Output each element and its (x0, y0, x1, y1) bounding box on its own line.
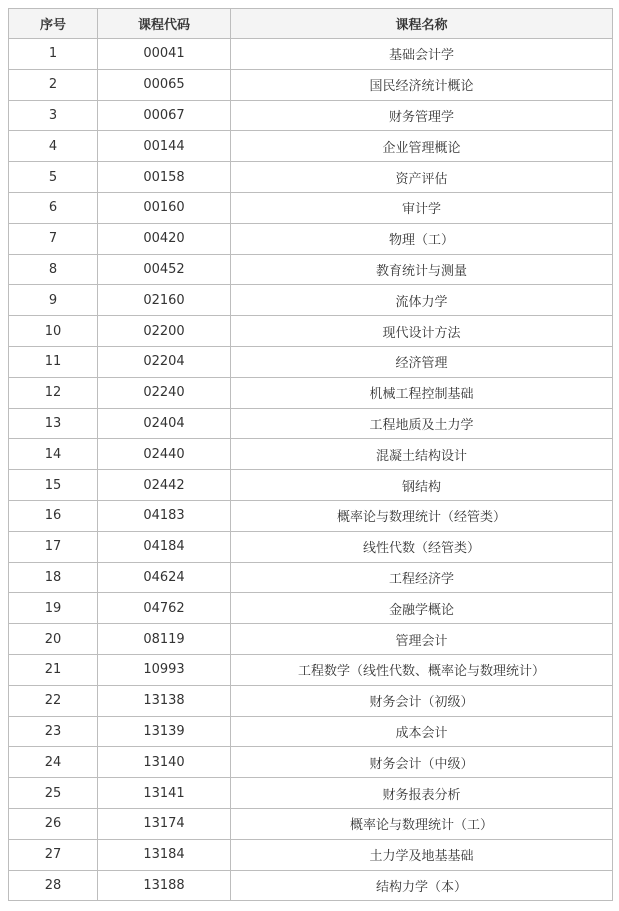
serial-number-cell: 8 (9, 254, 98, 285)
course-code-cell: 10993 (98, 654, 231, 685)
course-name-cell: 财务会计（初级） (231, 685, 613, 716)
course-code-cell: 02404 (98, 408, 231, 439)
course-code-cell: 00067 (98, 100, 231, 131)
table-row (9, 778, 613, 809)
serial-number-cell: 13 (9, 408, 98, 439)
table-row (9, 593, 613, 624)
course-name-cell: 金融学概论 (231, 593, 613, 624)
course-code-cell: 13174 (98, 808, 231, 839)
course-name-cell: 线性代数（经管类） (231, 531, 613, 562)
course-code-cell: 04184 (98, 531, 231, 562)
course-name-cell: 土力学及地基基础 (231, 839, 613, 870)
serial-number-cell: 25 (9, 778, 98, 809)
serial-number-cell: 17 (9, 531, 98, 562)
course-name-cell: 现代设计方法 (231, 316, 613, 347)
table-header (9, 9, 613, 39)
table-row (9, 716, 613, 747)
course-name-cell: 资产评估 (231, 162, 613, 193)
table-row (9, 223, 613, 254)
course-name-cell: 结构力学（本） (231, 870, 613, 901)
table-row (9, 470, 613, 501)
course-code-cell: 00144 (98, 131, 231, 162)
course-code-cell: 13140 (98, 747, 231, 778)
serial-number-cell: 7 (9, 223, 98, 254)
table-row (9, 316, 613, 347)
table-row (9, 808, 613, 839)
course-name-cell: 工程经济学 (231, 562, 613, 593)
course-code-cell: 00452 (98, 254, 231, 285)
table-row (9, 685, 613, 716)
table-row (9, 439, 613, 470)
course-table (8, 8, 613, 901)
course-code-cell: 13139 (98, 716, 231, 747)
serial-number-cell: 14 (9, 439, 98, 470)
course-code-cell: 13138 (98, 685, 231, 716)
header-course-name: 课程名称 (231, 9, 613, 39)
serial-number-cell: 21 (9, 654, 98, 685)
table-row (9, 377, 613, 408)
table-row (9, 285, 613, 316)
table-row (9, 654, 613, 685)
course-name-cell: 管理会计 (231, 624, 613, 655)
header-course-code: 课程代码 (98, 9, 231, 39)
course-name-cell: 工程地质及土力学 (231, 408, 613, 439)
course-name-cell: 钢结构 (231, 470, 613, 501)
course-name-cell: 概率论与数理统计（工） (231, 808, 613, 839)
serial-number-cell: 6 (9, 192, 98, 223)
course-code-cell: 02440 (98, 439, 231, 470)
course-name-cell: 经济管理 (231, 346, 613, 377)
serial-number-cell: 23 (9, 716, 98, 747)
serial-number-cell: 18 (9, 562, 98, 593)
course-code-cell: 00420 (98, 223, 231, 254)
course-code-cell: 02442 (98, 470, 231, 501)
serial-number-cell: 28 (9, 870, 98, 901)
serial-number-cell: 20 (9, 624, 98, 655)
course-code-cell: 00065 (98, 69, 231, 100)
serial-number-cell: 5 (9, 162, 98, 193)
course-code-cell: 02240 (98, 377, 231, 408)
table-row (9, 100, 613, 131)
serial-number-cell: 11 (9, 346, 98, 377)
course-name-cell: 基础会计学 (231, 39, 613, 70)
course-name-cell: 财务管理学 (231, 100, 613, 131)
serial-number-cell: 22 (9, 685, 98, 716)
table-row (9, 562, 613, 593)
table-row (9, 839, 613, 870)
serial-number-cell: 24 (9, 747, 98, 778)
course-name-cell: 财务报表分析 (231, 778, 613, 809)
course-name-cell: 国民经济统计概论 (231, 69, 613, 100)
table-row (9, 747, 613, 778)
course-code-cell: 04762 (98, 593, 231, 624)
table-row (9, 624, 613, 655)
course-code-cell: 02204 (98, 346, 231, 377)
table-row (9, 162, 613, 193)
course-name-cell: 企业管理概论 (231, 131, 613, 162)
serial-number-cell: 27 (9, 839, 98, 870)
serial-number-cell: 10 (9, 316, 98, 347)
table-row (9, 254, 613, 285)
course-code-cell: 13184 (98, 839, 231, 870)
course-code-cell: 00160 (98, 192, 231, 223)
header-serial-number: 序号 (9, 9, 98, 39)
serial-number-cell: 9 (9, 285, 98, 316)
table-row (9, 69, 613, 100)
course-code-cell: 13141 (98, 778, 231, 809)
table-row (9, 39, 613, 70)
course-code-cell: 00041 (98, 39, 231, 70)
course-name-cell: 概率论与数理统计（经管类） (231, 500, 613, 531)
serial-number-cell: 1 (9, 39, 98, 70)
course-name-cell: 审计学 (231, 192, 613, 223)
table-body (9, 39, 613, 901)
course-name-cell: 机械工程控制基础 (231, 377, 613, 408)
serial-number-cell: 4 (9, 131, 98, 162)
course-name-cell: 成本会计 (231, 716, 613, 747)
serial-number-cell: 19 (9, 593, 98, 624)
course-code-cell: 02160 (98, 285, 231, 316)
table-row (9, 192, 613, 223)
serial-number-cell: 16 (9, 500, 98, 531)
course-code-cell: 08119 (98, 624, 231, 655)
table-row (9, 531, 613, 562)
serial-number-cell: 26 (9, 808, 98, 839)
table-row (9, 408, 613, 439)
course-code-cell: 04624 (98, 562, 231, 593)
course-name-cell: 教育统计与测量 (231, 254, 613, 285)
course-code-cell: 00158 (98, 162, 231, 193)
course-code-cell: 02200 (98, 316, 231, 347)
table-row (9, 500, 613, 531)
course-code-cell: 13188 (98, 870, 231, 901)
table-row (9, 131, 613, 162)
table-row (9, 346, 613, 377)
course-code-cell: 04183 (98, 500, 231, 531)
serial-number-cell: 12 (9, 377, 98, 408)
serial-number-cell: 2 (9, 69, 98, 100)
course-name-cell: 混凝土结构设计 (231, 439, 613, 470)
header-row (9, 9, 613, 39)
serial-number-cell: 15 (9, 470, 98, 501)
course-name-cell: 物理（工） (231, 223, 613, 254)
serial-number-cell: 3 (9, 100, 98, 131)
course-name-cell: 流体力学 (231, 285, 613, 316)
table-row (9, 870, 613, 901)
course-name-cell: 财务会计（中级） (231, 747, 613, 778)
course-name-cell: 工程数学（线性代数、概率论与数理统计） (231, 654, 613, 685)
